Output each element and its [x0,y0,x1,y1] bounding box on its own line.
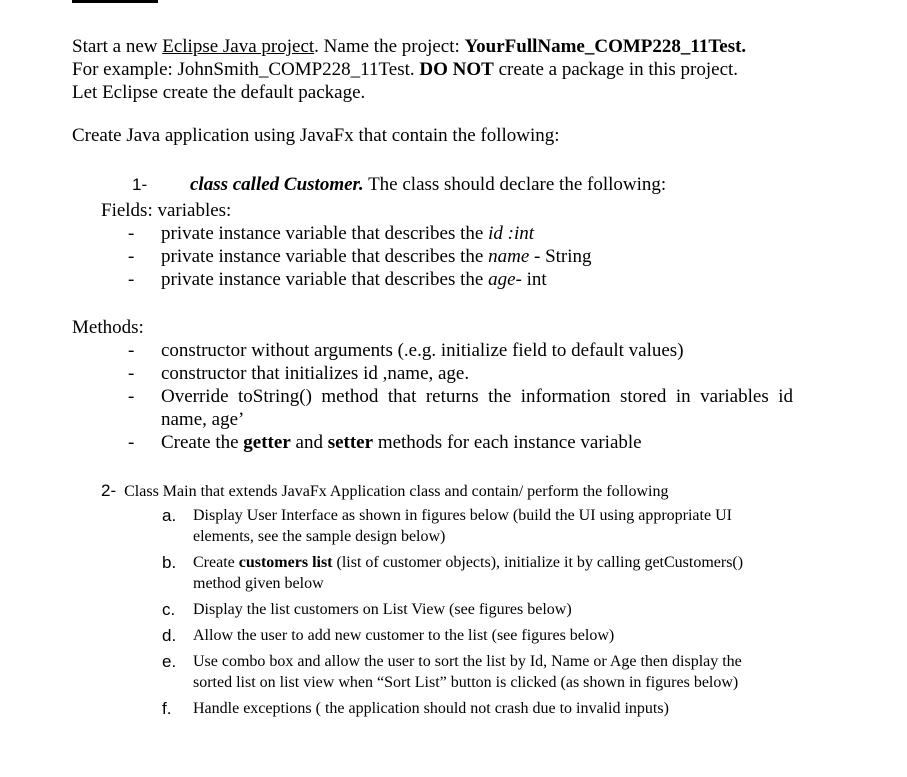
list-item: f. Handle exceptions ( the application should not crash due to invalid inputs) [162,699,669,718]
item-1-number: 1- [132,175,148,194]
do-not-emphasis: DO NOT [419,59,494,80]
list-item: - private instance variable that describes the id :int [128,223,535,244]
fields-list [128,222,808,291]
intro-line-3: Let Eclipse create the default package. [72,82,366,103]
project-name: YourFullName_COMP228_11Test. [464,36,747,57]
intro-paragraph [72,35,812,104]
list-item: a. Display User Interface as shown in figures below (build the UI using appropriate UI elements, see the sample design below) [162,506,732,545]
list-item: - Create the getter and setter methods for each instance variable [128,432,642,453]
methods-list [128,339,793,454]
list-item: - constructor without arguments (.e.g. initialize field to default values) [128,340,684,361]
list-item: b. Create customers list (list of customer objects), initialize it by calling getCustomers() method given below [162,553,744,592]
intro-line-2 [72,58,812,81]
example-prefix: For example: JohnSmith_COMP228_11Test. [72,59,420,80]
eclipse-project-link[interactable]: Eclipse Java project [162,36,315,57]
top-rule [72,0,158,3]
main-class-subitems [162,505,782,724]
list-item: - private instance variable that describes the name - String [128,246,592,267]
methods-label: Methods: [72,317,144,338]
intro-start: Start a new [72,36,163,57]
item-2-heading [101,480,668,503]
item-2-text: Class Main that extends JavaFx Application class and contain/ perform the following [124,483,669,500]
customer-class-title: class called Customer. [190,174,364,195]
item-1-rest: The class should declare the following: [363,174,667,195]
list-item: - private instance variable that describes the age- int [128,269,547,290]
list-item-continuation: name, age’ [161,409,245,430]
create-app-heading: Create Java application using JavaFx that contain the following: [72,125,560,146]
list-item: d. Allow the user to add new customer to the list (see figures below) [162,626,615,645]
list-item: - constructor that initializes id ,name, age. [128,363,470,384]
example-suffix: create a package in this project. [493,59,739,80]
list-item: - Override toString() method that returns the information stored in variables id [128,386,793,407]
fields-label: Fields: variables: [101,200,232,221]
intro-line-1 [72,35,812,58]
item-1-heading [132,173,666,196]
list-item: e. Use combo box and allow the user to sort the list by Id, Name or Age then display the sorted list on list view when “Sort List” button is clicked (as shown in figures below) [162,652,742,691]
item-2-number: 2- [101,481,117,500]
list-item: c. Display the list customers on List View (see figures below) [162,600,572,619]
intro-mid: . Name the project: [314,36,465,57]
